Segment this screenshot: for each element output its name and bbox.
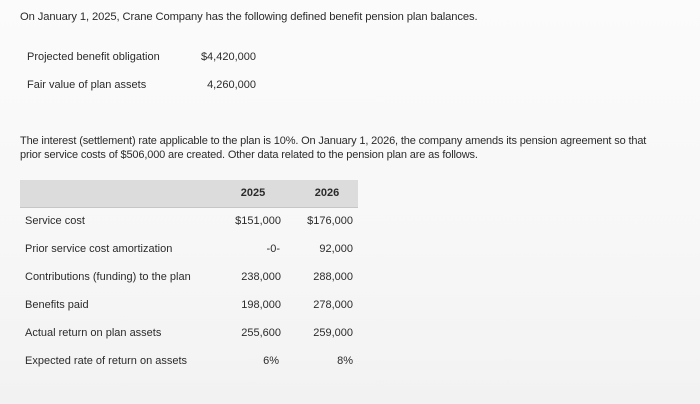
problem-paragraph — [20, 134, 696, 162]
value-2026: 288,000 — [313, 271, 353, 283]
table-row — [0, 355, 700, 371]
value-2026: 278,000 — [313, 299, 353, 311]
paragraph-line-1: The interest (settlement) rate applicable to the plan is 10%. On January 1, 2026, the company amends its pension agreement so that — [20, 135, 647, 147]
balance-label: Fair value of plan assets — [27, 79, 147, 91]
table-row — [0, 327, 700, 343]
row-label: Benefits paid — [25, 299, 89, 311]
value-2026: 92,000 — [319, 243, 353, 255]
value-2025: $151,000 — [235, 215, 281, 227]
value-2025: -0- — [266, 243, 280, 255]
value-2026: $176,000 — [307, 215, 353, 227]
row-label: Contributions (funding) to the plan — [25, 271, 191, 283]
column-header-2026: 2026 — [314, 187, 340, 199]
row-label: Service cost — [25, 215, 85, 227]
balance-row-plan-assets — [0, 79, 300, 95]
column-header-2025: 2025 — [240, 187, 266, 199]
table-row — [0, 299, 700, 315]
value-2025: 6% — [263, 355, 279, 367]
value-2025: 238,000 — [241, 271, 281, 283]
value-2025: 198,000 — [241, 299, 281, 311]
row-label: Expected rate of return on assets — [25, 355, 188, 367]
balance-row-pbo — [0, 51, 300, 67]
table-header — [20, 180, 358, 208]
value-2026: 8% — [337, 355, 353, 367]
table-row — [0, 243, 700, 259]
intro-text: On January 1, 2025, Crane Company has the following defined benefit pension plan balances. — [20, 11, 478, 23]
value-2026: 259,000 — [313, 327, 353, 339]
value-2025: 255,600 — [241, 327, 281, 339]
table-row — [0, 271, 700, 287]
balance-value: 4,260,000 — [207, 79, 256, 91]
balance-value: $4,420,000 — [200, 51, 256, 63]
row-label: Prior service cost amortization — [25, 243, 173, 255]
row-label: Actual return on plan assets — [25, 327, 162, 339]
table-row — [0, 215, 700, 231]
paragraph-line-2: prior service costs of $506,000 are created. Other data related to the pension plan are as follows. — [20, 149, 478, 161]
balance-label: Projected benefit obligation — [27, 51, 160, 63]
